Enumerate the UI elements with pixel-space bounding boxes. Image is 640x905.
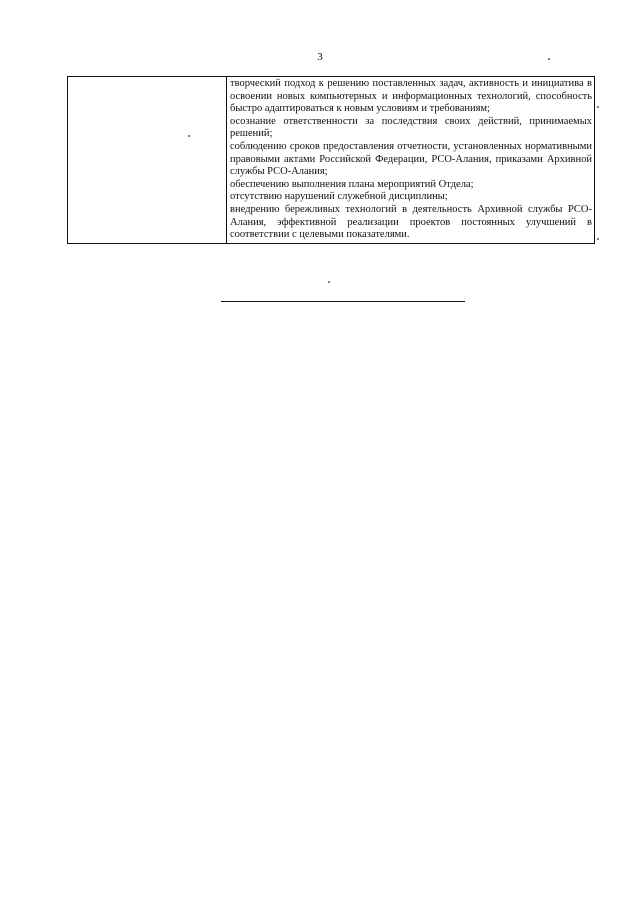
paragraph-lean-technologies: внедрению бережливых технологий в деятельность Архивной службы РСО-Алания, эффективной реализации проектов постоянных улучшений в соответствии с целевыми показателями. — [230, 203, 592, 241]
paragraph-reporting-deadlines: соблюдению сроков предоставления отчетности, установленных нормативными правовыми актами Российской Федерации, РСО-Алания, приказами Архивной службы РСО-Алания; — [230, 140, 592, 178]
end-of-document-rule — [221, 301, 465, 302]
scan-speck — [548, 58, 550, 60]
page-number: 3 — [317, 51, 323, 63]
paragraph-creative-approach: творческий подход к решению поставленных задач, активность и инициатива в освоении новых компьютерных и информационных технологий, способность быстро адаптироваться к новым условиям и требованиям; — [230, 78, 592, 115]
paragraph-responsibility: осознание ответственности за последствия своих действий, принимаемых решений; — [230, 115, 592, 140]
scan-speck — [597, 238, 599, 240]
paragraph-discipline: отсутствию нарушений служебной дисциплины; — [230, 191, 448, 203]
scan-speck — [188, 135, 190, 137]
table-row — [68, 77, 595, 244]
left-cell-text — [68, 77, 226, 79]
paragraph-plan-execution: обеспечению выполнения плана мероприятий Отдела; — [230, 178, 474, 190]
right-cell-text — [227, 77, 594, 243]
content-table — [67, 76, 595, 244]
table-cell-right — [227, 77, 595, 244]
scan-speck — [597, 106, 599, 108]
table-cell-left — [68, 77, 227, 244]
scan-speck — [328, 281, 330, 283]
